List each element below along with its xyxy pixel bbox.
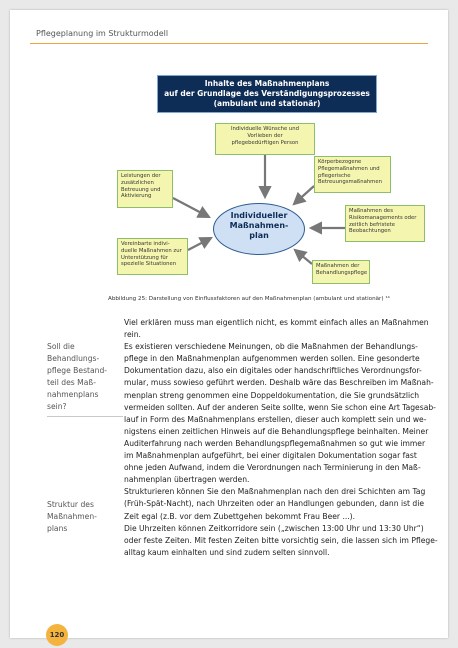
box-agreed-measures: Vereinbarte indivi- duelle Maßnahmen zur Unterstützung für spezielle Situationen (117, 238, 188, 275)
box-body-care: Körperbezogene Pflegemaßnahmen und pflegerische Betreuungsmaßnahmen (314, 156, 391, 193)
text-line: Viel erklären muss man eigentlich nicht, es kommt einfach alles an Maßnahmen (124, 318, 429, 327)
text-line: nahmenplan übertragen werden. (124, 475, 250, 485)
margin-note-rule (47, 416, 123, 417)
text-line: nigstens einen zeitlichen Hinweis auf die Behandlungspflege beinhalten. Meiner (124, 426, 429, 436)
header-rule (30, 43, 428, 44)
text-line: Zeit egal (z.B. vor dem Zubettgehen bekommt Frau Beer ...). (124, 511, 356, 521)
text-line: ohne jeden Aufwand, indem die Verordnungen nach Terminierung in den Maß- (124, 463, 421, 473)
text-line: oder feste Zeiten. Mit festen Zeiten bitte vorsichtig sein, die lassen sich im Pflege- (124, 535, 438, 545)
figure-caption: Abbildung 25: Darstellung von Einflussfaktoren auf den Maßnahmenplan (ambulant und stationär) ¹⁴ (108, 296, 390, 302)
book-page (10, 10, 448, 638)
text-line: Dokumentation dazu, also ein digitales oder handschriftliches Verordnungsfor- (124, 366, 422, 376)
arrow-right3 (295, 250, 312, 264)
text-line: im Maßnahmenplan aufgeführt, bei einer digitalen Dokumentation sogar fast (124, 451, 417, 461)
box-treatment-care: Maßnahmen der Behandlungspflege (312, 260, 370, 284)
arrow-left1 (173, 198, 209, 217)
text-line: alltag kaum einhalten und sind zudem selten sinnvoll. (124, 547, 330, 557)
text-line: rein. (124, 330, 141, 340)
box-additional-care: Leistungen der zusätzlichen Betreuung und Aktivierung (117, 170, 173, 208)
text-line: Auditerfahrung nach werden Behandlungspflegemaßnahmen so gut wie immer (124, 438, 426, 448)
page-number: 120 (46, 624, 68, 646)
arrow-right1 (294, 186, 314, 204)
box-risk-management: Maßnahmen des Risikomanagements oder zeitlich befristete Beobachtungen (345, 205, 425, 242)
text-line: pflege in den Maßnahmenplan aufgenommen werden sollen. Eine gesonderte (124, 354, 420, 364)
center-individual-plan: Individueller Maßnahmen- plan (213, 203, 305, 255)
text-line: (Früh-Spät-Nacht), nach Uhrzeiten oder an Handlungen gebunden, dann ist die (124, 499, 425, 509)
margin-note-plan-structure: Struktur des Maßnahmen- plans (47, 500, 97, 534)
text-line: Strukturieren können Sie den Maßnahmenplan nach den drei Schichten am Tag (124, 487, 426, 497)
arrow-left2 (188, 238, 211, 250)
body-text (124, 317, 438, 559)
text-line: menplan streng genommen eine Doppeldokumentation, die Sie grundsätzlich (124, 390, 420, 400)
box-individual-wishes: Individuelle Wünsche und Vorlieben der pflegebedürftigen Person (215, 123, 315, 155)
diagram-title: Inhalte des Maßnahmenplans auf der Grundlage des Verständigungsprozesses (ambulant und stationär) (157, 75, 377, 113)
running-header: Pflegeplanung im Strukturmodell (36, 29, 169, 38)
margin-note-treatment-care: Soll die Behandlungs- pflege Bestand- teil des Maß- nahmenplans sein? (47, 341, 113, 414)
text-line: mular, muss sowieso geführt werden. Deshalb wäre das Beschreiben im Maßnah- (124, 378, 434, 388)
text-line: Es existieren verschiedene Meinungen, ob die Maßnahmen der Behandlungs- (124, 342, 418, 352)
text-line: Die Uhrzeiten können Zeitkorridore sein („zwischen 13:00 Uhr und 13:30 Uhr“) (124, 523, 424, 533)
text-line: vermeiden sollten. Auf der anderen Seite sollte, wenn Sie schon eine Art Tagesab- (124, 402, 436, 412)
text-line: lauf in Form des Maßnahmenplans erstellen, dieser auch komplett sein und we- (124, 414, 427, 424)
influence-diagram (105, 70, 437, 290)
